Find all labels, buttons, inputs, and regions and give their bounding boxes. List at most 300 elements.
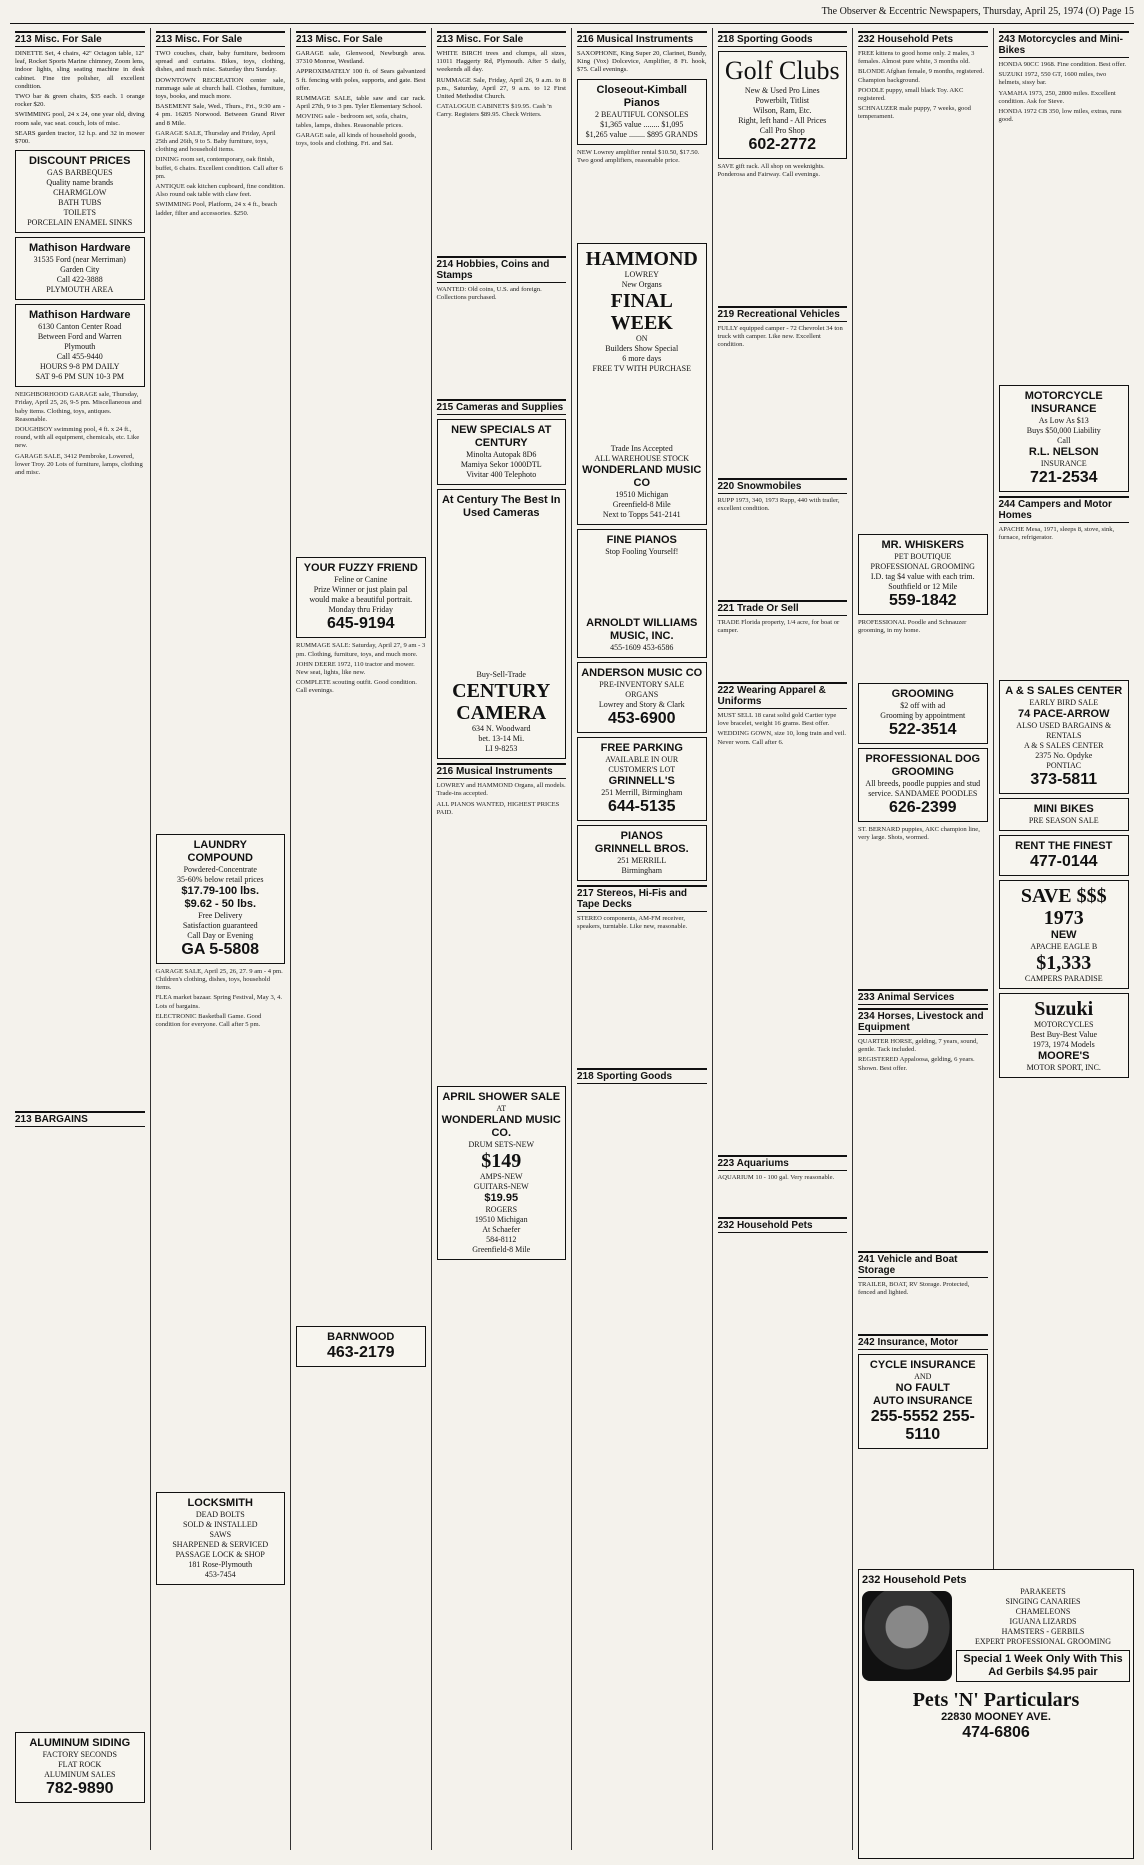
section-heading: 213 Misc. For Sale [156, 31, 286, 47]
ad-phone: 626-2399 [888, 799, 957, 816]
ad-line: EARLY BIRD SALE [1029, 698, 1099, 707]
camera-price-list [441, 520, 563, 670]
ad-phone: 721-2534 [1029, 469, 1098, 486]
dog-grooming-ad [858, 748, 988, 822]
ad-line: Powerbilt, Titlist [755, 96, 810, 105]
classified-text: DINING room set, contemporary, oak finish, buffet, 6 chairs. Excellent condition. Call after 6 pm. [155, 156, 283, 180]
ad-line: Next to Topps 541-2141 [602, 509, 681, 519]
column-text-filler [437, 103, 567, 253]
ad-line: SHARPENED & SERVICED [172, 1539, 269, 1549]
ad-line: ARNOLDT WILLIAMS MUSIC, INC. [586, 616, 698, 642]
ad-line: GUITARS-NEW [473, 1182, 529, 1192]
ad-line: Between Ford and Warren [37, 332, 122, 342]
ad-line: New & Used Pro Lines [744, 86, 820, 95]
ad-title: Mathison Hardware [29, 309, 131, 322]
classified-text: ALL PIANOS WANTED, HIGHEST PRICES PAID. [436, 800, 560, 816]
section-heading: 244 Campers and Motor Homes [999, 496, 1130, 523]
classified-text: MOVING sale - bedroom set, sofa, chairs, tables, lamps, dishes. Reasonable prices. [296, 113, 408, 129]
classified-text: STEREO components, AM-FM receiver, speakers, turntable. Like new, reasonable. [577, 914, 688, 930]
ad-price: $1,333 [1036, 952, 1092, 974]
ad-line: LI 9-8253 [485, 744, 518, 754]
ad-line: DRUM SETS-NEW [468, 1140, 535, 1150]
section-heading: 219 Recreational Vehicles [718, 306, 848, 322]
ad-line: NEW [1050, 929, 1077, 941]
ad-title: BARNWOOD [327, 1331, 395, 1344]
ad-line: ALL WAREHOUSE STOCK [594, 453, 690, 463]
mathison-hardware-plymouth-ad [15, 304, 145, 387]
ad-line: 19510 Michigan [615, 489, 669, 499]
classified-text: REGISTERED Appaloosa, gelding, 6 years. Shown. Best offer. [858, 1056, 975, 1072]
ad-line: Call 455-9440 [56, 352, 103, 362]
classified-text: MUST SELL 18 carat solid gold Cartier type love bracelet, weight 16 grams. Best offer. [717, 712, 837, 728]
classified-text: ANTIQUE oak kitchen cupboard, fine condition. Also round oak table with claw feet. [155, 183, 285, 199]
ad-line: Powdered-Concentrate [183, 864, 257, 874]
classified-ad: GARAGE sale, Glenwood, Newburgh area. 37310 Monroe, Westland. [296, 50, 426, 66]
kimball-pianos-ad [577, 79, 707, 145]
ad-line: 453-7454 [204, 1569, 236, 1579]
classified-text: FULLY equipped camper - 72 Chevrolet 34 ton truck with camper. Like new. Excellent condition. [717, 325, 843, 349]
masthead [10, 6, 1134, 24]
ad-title: GROOMING [891, 688, 954, 700]
ad-line: Mamiya Sekor 1000DTL [460, 460, 542, 470]
aluminum-siding-ad [15, 1732, 145, 1803]
section-heading: 223 Aquariums [718, 1155, 848, 1171]
ad-line: FREE TV WITH PURCHASE [592, 363, 691, 373]
section-heading: 215 Cameras and Supplies [437, 399, 567, 415]
ad-line: HOURS 9-8 PM DAILY [40, 362, 120, 372]
classified-text: APACHE Mesa, 1971, sleeps 8, stove, sink, furnace, refrigerator. [998, 526, 1115, 542]
ad-line: IGUANA LIZARDS [1009, 1617, 1077, 1626]
save-apache-ad [999, 880, 1130, 989]
ad-line: AVAILABLE IN OUR CUSTOMER'S LOT [605, 754, 679, 774]
ad-line: At Schaefer [482, 1225, 521, 1235]
ad-line: GRINNELL'S [608, 774, 675, 787]
column-4 [432, 28, 573, 1850]
ad-line: DEAD BOLTS [195, 1509, 245, 1519]
ad-title: CYCLE INSURANCE [869, 1359, 976, 1371]
classified-ad: RUMMAGE Sale, Friday, April 26, 9 a.m. to 8 p.m., Saturday, April 27, 9 a.m. to 12 First United Methodist Church. [436, 76, 566, 101]
ad-line: PASSAGE LOCK & SHOP [175, 1549, 265, 1559]
ad-line: $1,365 value ........ $1,095 [600, 119, 684, 129]
ad-line: ORGANS [625, 689, 659, 699]
ad-line: $2 off with ad [900, 701, 946, 710]
column-text-filler [577, 915, 707, 1065]
ad-title: RENT THE FINEST [1015, 840, 1113, 852]
ad-title: YOUR FUZZY FRIEND [303, 562, 418, 575]
ad-title: LOCKSMITH [187, 1496, 253, 1509]
ad-line: FLAT ROCK [58, 1760, 102, 1769]
ad-line: PONTIAC [1046, 761, 1082, 770]
classified-text: POODLE puppy, small black Toy. AKC registered. [858, 86, 964, 103]
ad-price: $17.79-100 lbs. [181, 884, 260, 897]
column-text-filler [858, 50, 988, 530]
pets-n-particulars-ad [858, 1569, 1134, 1859]
ad-line: ALUMINUM SALES [44, 1770, 116, 1779]
classified-text: BLONDE Afghan female, 9 months, registered. Champion background. [858, 68, 984, 84]
ad-line: AUTO INSURANCE [873, 1395, 973, 1407]
classified-ad: RUMMAGE SALE, table saw and car rack. April 27th, 9 to 3 pm. Tyler Elementary School. [296, 95, 426, 111]
ad-price: $19.95 [484, 1192, 519, 1205]
ad-price: $149 [481, 1150, 522, 1173]
ad-title: NEW SPECIALS AT CENTURY [451, 424, 552, 450]
ad-line: Southfield or 12 Mile [888, 582, 958, 591]
ad-line: SOLD & INSTALLED [183, 1519, 258, 1529]
section-heading: 241 Vehicle and Boat Storage [858, 1251, 988, 1278]
classified-text: SWIMMING Pool, Platform, 24 x 4 ft., beach ladder, filter and accessories. $250. [155, 201, 277, 217]
ad-title: WONDERLAND MUSIC CO [582, 463, 702, 489]
ad-line: Best Buy-Best Value [1030, 1030, 1097, 1039]
classified-text: SAVE gift rack. All shop on weeknights. Ponderosa and Fairway. Call evenings. [717, 163, 825, 179]
grooming-ad [858, 683, 988, 744]
ad-line: Special 1 Week Only With This Ad Gerbils $4.95 pair [956, 1650, 1130, 1682]
column-text-filler [296, 642, 426, 1322]
ad-line: PRE-INVENTORY SALE [599, 679, 685, 689]
suzuki-moores-ad [999, 993, 1130, 1078]
ad-line: HAMSTERS - GERBILS [1001, 1627, 1085, 1636]
ad-line: 2375 No. Opdyke [1035, 751, 1093, 760]
ad-line: As Low As $13 [1038, 416, 1089, 425]
column-text-filler [437, 782, 567, 1082]
classified-text: RUMMAGE SALE: Saturday, April 27, 9 am - 3 pm. Clothing, furniture, toys, and much more. [296, 642, 426, 658]
column-text-filler [718, 163, 848, 303]
ad-line: 251 Merrill, Birmingham [601, 787, 683, 797]
discount-prices-ad [15, 150, 145, 233]
classified-text: CATALOGUE CABINETS $19.95. Cash 'n Carry. Registers $89.95. Check Writers. [436, 103, 552, 119]
column-text-filler [858, 619, 988, 679]
column-text-filler [718, 712, 848, 1152]
column-text-filler [577, 149, 707, 239]
ad-price: $9.62 - 50 lbs. [184, 897, 257, 910]
ad-headline: Pets 'N' Particulars [912, 1689, 1080, 1711]
classified-text: WEDDING GOWN, size 10, long train and veil. Never worn. Call after 6. [717, 730, 847, 746]
ad-title-large: Golf Clubs [724, 56, 840, 85]
classified-text: QUARTER HORSE, gelding, 7 years, sound, gentle. Tack included. [858, 1038, 978, 1054]
column-text-filler [858, 1281, 988, 1331]
ad-line: 634 N. Woodward [471, 724, 531, 734]
ad-phone: 373-5811 [1030, 771, 1098, 788]
ad-line: Minolta Autopak 8D6 [466, 450, 537, 460]
classified-text: GARAGE SALE, 3412 Pembroke, Lowered, lower Troy. 20 Lots of furniture, lamps, clothing and misc. [15, 452, 143, 477]
section-heading: 213 Misc. For Sale [15, 31, 145, 47]
ad-phone: 782-9890 [45, 1780, 114, 1797]
fine-pianos-ad [577, 529, 707, 658]
ad-line: Greenfield-8 Mile [612, 499, 671, 509]
ad-line: MOORE'S [1037, 1050, 1090, 1062]
ad-line: I.D. tag $4 value with each trim. [870, 572, 975, 581]
ad-line: 181 Rose-Plymouth [188, 1559, 253, 1569]
classified-text: SCHNAUZER male puppy, 7 weeks, good temperament. [858, 105, 971, 121]
mini-bikes-ad [999, 798, 1130, 831]
april-shower-sale-ad [437, 1086, 567, 1260]
ad-line: PRE SEASON SALE [1028, 816, 1099, 825]
classified-text: PROFESSIONAL Poodle and Schnauzer grooming, in my home. [858, 619, 967, 635]
mathison-hardware-ad [15, 237, 145, 300]
ad-line: Feline or Canine [334, 575, 388, 585]
ad-line: ROGERS [485, 1205, 518, 1215]
ad-line: CHAMELEONS [1015, 1607, 1071, 1616]
mr-whiskers-ad [858, 534, 988, 615]
ad-phone: 602-2772 [748, 136, 817, 153]
ad-line: Plymouth [64, 342, 96, 352]
column-1 [10, 28, 151, 1850]
classified-ad: SEARS garden tractor, 12 h.p. and 32 in mower $700. [15, 129, 145, 146]
ad-phone: 463-2179 [326, 1344, 395, 1362]
ad-line: Stop Fooling Yourself! [605, 546, 679, 556]
ad-title-large: Suzuki [1034, 998, 1094, 1020]
section-heading: 232 Household Pets [718, 1217, 848, 1233]
ad-line: SAT 9-6 PM SUN 10-3 PM [35, 372, 125, 382]
ad-line: AND [914, 1372, 932, 1381]
rent-the-finest-ad [999, 835, 1130, 876]
ad-line: SINGING CANARIES [1005, 1597, 1081, 1606]
section-heading: 218 Sporting Goods [577, 1068, 707, 1084]
ad-line: 584-8112 [486, 1235, 517, 1245]
section-heading: 233 Animal Services [858, 989, 988, 1005]
ad-phone: 645-9194 [326, 615, 395, 633]
ad-line: A & S SALES CENTER [1023, 741, 1104, 750]
ad-line: All breeds, poodle puppies and stud service. SANDAMEE POODLES [865, 779, 981, 798]
column-text-filler [718, 619, 848, 679]
ad-title: MINI BIKES [1033, 803, 1094, 815]
ad-line: Vivitar 400 Telephoto [466, 470, 537, 480]
column-text-filler [999, 526, 1130, 676]
column-2 [151, 28, 292, 1850]
ad-line: Free Delivery [198, 910, 243, 920]
ad-line: MOTORCYCLES [1034, 1020, 1094, 1029]
column-text-filler [718, 325, 848, 475]
classified-ad: DOWNTOWN RECREATION center sale, rummage sale at church hall. Clothes, furniture, toys, books, and much more. [155, 76, 285, 101]
ad-title: ALUMINUM SIDING [29, 1737, 131, 1749]
classified-text: NEW Lowrey amplifier rental $10.50, $17.50. Two good amplifiers, reasonable price. [577, 148, 700, 164]
ad-phone: 559-1842 [888, 592, 957, 609]
ad-line: 35-60% below retail prices [177, 874, 264, 884]
ad-line: FACTORY SECONDS [42, 1750, 117, 1759]
column-text-filler [718, 1174, 848, 1214]
ad-title-large: CENTURY CAMERA [452, 680, 551, 725]
anderson-music-ad [577, 662, 707, 733]
classified-text: ST. BERNARD puppies, AKC champion line, very large. Shots, wormed. [858, 826, 980, 842]
ad-line: Call 422-3888 [56, 275, 103, 285]
classified-text: ELECTRONIC Basketball Game. Good condition for everyone. Call after 5 pm. [155, 1012, 262, 1029]
ad-line: PORCELAIN ENAMEL SINKS [27, 218, 133, 228]
ad-line: $1,265 value ........ $895 GRANDS [585, 129, 698, 139]
ad-title: A & S SALES CENTER [1005, 685, 1123, 697]
classified-text: RUPP 1973, 340, 1973 Rupp, 440 with trailer, excellent condition. [717, 497, 840, 513]
classified-text: COMPLETE scouting outfit. Good condition. Call evenings. [296, 679, 417, 695]
section-heading: 243 Motorcycles and Mini-Bikes [999, 31, 1130, 58]
ad-line: Buys $50,000 Liability [1026, 426, 1101, 435]
ad-phone: 255-5552 255-5110 [870, 1408, 975, 1443]
ad-line: Lowrey and Story & Clark [598, 699, 685, 709]
ad-line: R.L. NELSON [1028, 446, 1099, 458]
ad-line: Birmingham [621, 865, 662, 875]
ad-line: Greenfield-8 Mile [472, 1245, 531, 1255]
ad-line: would make a beautiful portrait. [309, 595, 413, 605]
classified-text: DOUGHBOY swimming pool, 4 ft. x 24 ft., round, with all equipment, chemicals, etc. Like new. [15, 426, 140, 450]
fuzzy-friend-ad [296, 557, 426, 638]
classified-ad: SWIMMING pool, 24 x 24, one year old, diving room sale, vac seat. couch, lots of misc. [15, 111, 145, 127]
ad-line: Call Pro Shop [759, 126, 805, 135]
ad-line: 2 BEAUTIFUL CONSOLES [595, 109, 689, 119]
ad-title: DISCOUNT PRICES [29, 155, 131, 168]
column-text-filler [999, 61, 1130, 381]
ad-line: Monday thru Friday [328, 605, 393, 615]
ad-line: 251 MERRILL [617, 855, 667, 865]
grinnells-parking-ad [577, 737, 707, 821]
ad-body [862, 1587, 1130, 1685]
ad-line: Grooming by appointment [880, 711, 966, 720]
ad-list [956, 1587, 1130, 1685]
ad-phone: 644-5135 [607, 797, 676, 815]
column-text-filler [156, 130, 286, 830]
ad-line: INSURANCE [1040, 459, 1087, 468]
classified-ad: DINETTE Set, 4 chairs, 42" Octagon table, 12" leaf, Rocket Sports Marine chimney, Zoom lens, indoor lights, sling seating machine in desk cabinet. Fine tire polisher, all excellent condition. [15, 50, 145, 90]
section-heading: 218 Sporting Goods [718, 31, 848, 47]
ad-title-large: HAMMOND [585, 247, 698, 270]
section-heading: 213 Misc. For Sale [296, 31, 426, 47]
ad-title-large: SAVE $$$ [1020, 885, 1107, 907]
ad-line: APACHE EAGLE B [1030, 942, 1098, 951]
ad-line: PLYMOUTH AREA [46, 285, 114, 295]
ad-line: 22830 MOONEY AVE. [941, 1711, 1051, 1723]
ad-line: EXPERT PROFESSIONAL GROOMING [975, 1637, 1111, 1646]
ad-line: Buy-Sell-Trade [476, 670, 526, 680]
classified-text: YAMAHA 1973, 250, 2800 miles. Excellent condition. Ask for Steve. [998, 89, 1116, 105]
ad-title: 232 Household Pets [862, 1574, 967, 1586]
ad-line: GRINNELL BROS. [594, 842, 689, 855]
cycle-insurance-ad [858, 1354, 988, 1449]
ad-line: Builders Show Special [605, 343, 679, 353]
ad-line: 1973, 1974 Models [1032, 1040, 1095, 1049]
ad-line: ALSO USED BARGAINS & RENTALS [1016, 721, 1112, 740]
column-3 [291, 28, 432, 1850]
ad-line: CAMPERS PARADISE [1024, 974, 1103, 983]
ad-line: Satisfaction guaranteed [182, 920, 258, 930]
ad-headline: FINAL WEEK [610, 289, 673, 334]
classified-text: JOHN DEERE 1972, 110 tractor and mower. New seat, lights, like new. [296, 660, 415, 677]
classified-text: TRADE Florida property, 1/4 acre, for boat or camper. [717, 619, 840, 635]
ad-phone: 477-0144 [1029, 853, 1098, 870]
ad-line: CHARMGLOW [53, 188, 107, 198]
section-heading: 234 Horses, Livestock and Equipment [858, 1008, 988, 1035]
classified-ad: TWO bar & green chairs, $35 each. 1 orange rocker $20. [15, 93, 145, 109]
section-heading: 214 Hobbies, Coins and Stamps [437, 256, 567, 283]
ad-line: Trade Ins Accepted [610, 443, 673, 453]
ad-line: AT [496, 1104, 507, 1114]
classified-text: LOWREY and HAMMOND Organs, all models. Trade-ins accepted. [436, 782, 566, 798]
ad-phone: 522-3514 [888, 721, 957, 738]
ad-title: ANDERSON MUSIC CO [581, 666, 703, 679]
ad-line: 455-1609 453-6586 [610, 642, 674, 652]
column-text-filler [858, 826, 988, 986]
ad-line: NO FAULT [895, 1382, 950, 1394]
ad-line: ON [635, 333, 648, 343]
classified-text: GARAGE SALE, April 25, 26, 27. 9 am - 4 pm. Children's clothing, dishes, toys, household items. [155, 967, 283, 992]
ad-phone: 474-6806 [962, 1724, 1030, 1741]
ad-line: LOWREY [624, 269, 659, 279]
ad-line: Call Day or Evening [187, 930, 254, 940]
dog-illustration-icon [862, 1591, 952, 1681]
ad-title: APRIL SHOWER SALE [442, 1091, 561, 1104]
column-6 [713, 28, 854, 1850]
ad-title: MR. WHISKERS [881, 539, 964, 551]
ad-line: 6 more days [622, 353, 662, 363]
ad-line: GAS BARBEQUES [46, 168, 113, 178]
section-heading: 222 Wearing Apparel & Uniforms [718, 682, 848, 709]
ad-line: MOTOR SPORT, INC. [1026, 1063, 1101, 1072]
golf-clubs-ad [718, 51, 848, 159]
classified-text: WANTED: Old coins, U.S. and foreign. Collections purchased. [436, 286, 542, 302]
ad-line: 6130 Canton Center Road [38, 322, 122, 332]
ad-line: PARAKEETS [1020, 1587, 1066, 1596]
section-heading: 217 Stereos, Hi-Fis and Tape Decks [577, 885, 707, 912]
ad-line: Call [1057, 436, 1071, 445]
motorcycle-insurance-ad [999, 385, 1130, 492]
masthead-text: The Observer & Eccentric Newspapers, Thursday, April 25, 1974 (O) Page 15 [821, 6, 1134, 17]
grinnell-pianos-ad [577, 825, 707, 881]
ad-line: Quality name brands [46, 178, 114, 188]
century-specials-ad [437, 419, 567, 485]
ad-title: Mathison Hardware [29, 242, 131, 255]
ad-phone: GA 5-5808 [181, 940, 260, 958]
ad-title: PIANOS [620, 829, 663, 842]
ad-title: FREE PARKING [600, 741, 683, 754]
ad-title: At Century The Best In Used Cameras [441, 494, 561, 520]
a-and-s-sales-ad [999, 680, 1130, 794]
classified-text: GARAGE SALE, Thursday and Friday, April 25th and 26th, 9 to 5. Baby furniture, toys, clothing and household items. [155, 129, 276, 154]
classified-ad: WHITE BIRCH trees and clumps, all sizes, 11011 Haggerty Rd, Plymouth. After 5 daily, weekends all day. [436, 50, 566, 74]
ad-line: AMPS-NEW [479, 1172, 523, 1182]
ad-line: Right, left hand - All Prices [738, 116, 827, 125]
ad-title: Closeout-Kimball Pianos [596, 83, 687, 109]
classified-text: TRAILER, BOAT, RV Storage. Protected, fenced and lighted. [858, 1281, 970, 1297]
ad-line: 74 PACE-ARROW [1018, 708, 1110, 720]
classified-text: NEIGHBORHOOD GARAGE sale, Thursday, Friday, April 25, 26, 9-5 pm. Miscellaneous and baby items. Clothing, toys, antiques. Reasonable. [15, 391, 142, 423]
ad-phone: 453-6900 [607, 709, 676, 727]
section-heading: 220 Snowmobiles [718, 478, 848, 494]
column-5 [572, 28, 713, 1850]
ad-line: SAWS [209, 1529, 232, 1539]
ad-title: FINE PIANOS [606, 533, 677, 546]
locksmith-ad [156, 1492, 286, 1585]
column-text-filler [156, 968, 286, 1488]
classified-ad: SAXOPHONE, King Super 20, Clarinet, Bundy, King (Vox) Dolcevice, Amplifier, 8 Ft. hook, $75. Call evenings. [577, 50, 707, 74]
ad-line: Garden City [60, 265, 100, 275]
section-heading: 213 BARGAINS [15, 1111, 145, 1127]
ad-line: TOILETS [63, 208, 96, 218]
classified-text: HONDA 90CC 1968. Fine condition. Best offer. [998, 61, 1127, 68]
section-heading: 232 Household Pets [858, 31, 988, 47]
ad-body [581, 557, 703, 617]
classified-text: FLEA market bazaar. Spring Festival, May 3, 4. Lots of bargains. [155, 994, 283, 1010]
classified-text: GARAGE sale, all kinds of household goods, toys, tools and clothing. Fri. and Sat. [296, 131, 417, 148]
classified-text: HONDA 1972 CB 350, low miles, extras, runs good. [998, 108, 1122, 124]
section-heading: 216 Musical Instruments [437, 763, 567, 779]
classified-text: AQUARIUM 10 - 100 gal. Very reasonable. [717, 1174, 835, 1181]
barnwood-ad [296, 1326, 426, 1367]
ad-line: 19510 Michigan [474, 1215, 528, 1225]
ad-line: PROFESSIONAL GROOMING [870, 562, 975, 571]
classified-text: SUZUKI 1972, 550 GT, 1600 miles, two helmets, sissy bar. [998, 71, 1107, 87]
organ-price-list [581, 374, 703, 444]
column-text-filler [858, 1038, 988, 1248]
ad-line: PET BOUTIQUE [894, 552, 952, 561]
section-heading: 221 Trade Or Sell [718, 600, 848, 616]
ad-line: 31535 Ford (near Merriman) [33, 255, 126, 265]
column-text-filler [718, 497, 848, 597]
ad-line: Wilson, Ram, Etc. [752, 106, 812, 115]
classified-ad: BASEMENT Sale, Wed., Thurs., Fri., 9:30 am - 4 pm. 16205 Norwood. Between Grand River and 8 Mile. [155, 103, 285, 127]
